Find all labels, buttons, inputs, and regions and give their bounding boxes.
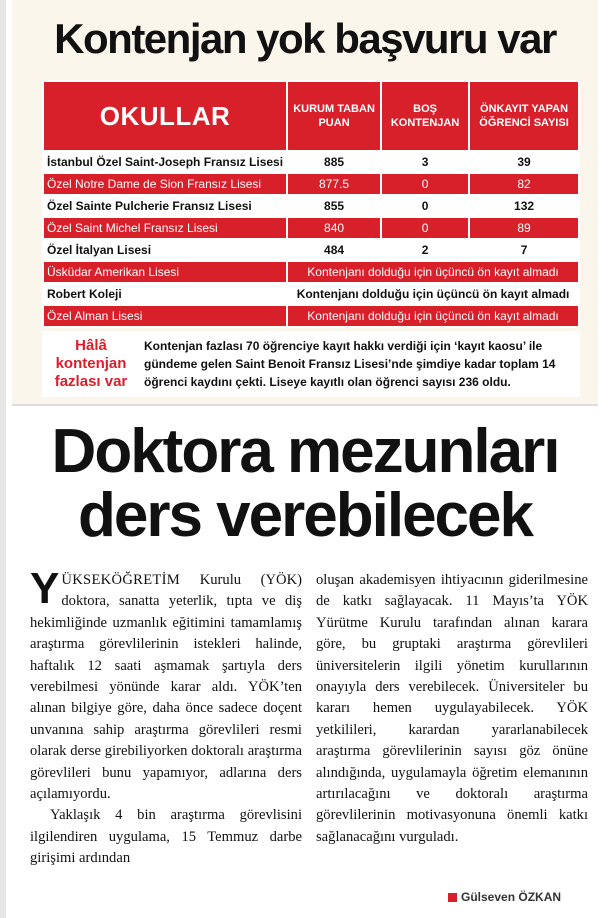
byline-name: Gülseven ÖZKAN xyxy=(461,890,562,904)
hala-label-line2: kontenjan xyxy=(55,355,127,372)
school-name-cell: Özel Sainte Pulcherie Fransız Lisesi xyxy=(43,195,287,217)
school-name-cell: Özel İtalyan Lisesi xyxy=(43,239,287,261)
main-headline-line1: Doktora mezunları xyxy=(51,417,559,486)
score-cell: 877.5 xyxy=(287,173,381,195)
score-cell: 885 xyxy=(287,151,381,173)
lead-caps: ÜKSEKÖĞRETİM xyxy=(61,572,181,588)
hala-label-line1: Hâlâ xyxy=(75,337,107,354)
main-headline-line2: ders verebilecek xyxy=(77,481,532,550)
school-name-cell: Robert Koleji xyxy=(43,283,287,305)
header-prereg: ÖNKAYIT YAPAN ÖĞRENCİ SAYISI xyxy=(469,81,579,151)
score-cell: 855 xyxy=(287,195,381,217)
empty-cell: 0 xyxy=(381,195,469,217)
school-name-cell: Üsküdar Amerikan Lisesi xyxy=(43,261,287,283)
header-schools: OKULLAR xyxy=(43,81,287,151)
empty-cell: 0 xyxy=(381,173,469,195)
table-row xyxy=(43,283,579,305)
table-row xyxy=(43,151,579,173)
school-name-cell: Özel Alman Lisesi xyxy=(43,305,287,327)
table-row xyxy=(43,261,579,283)
main-headline xyxy=(12,417,598,550)
schools-table xyxy=(42,80,580,328)
byline-square-icon xyxy=(448,893,457,902)
empty-cell: 2 xyxy=(381,239,469,261)
section-divider xyxy=(12,404,598,406)
table-header-row xyxy=(43,81,579,151)
status-note-cell: Kontenjanı dolduğu için üçüncü ön kayıt almadı xyxy=(287,261,579,283)
prereg-cell: 132 xyxy=(469,195,579,217)
school-name-cell: Özel Notre Dame de Sion Fransız Lisesi xyxy=(43,173,287,195)
score-cell: 484 xyxy=(287,239,381,261)
hala-box xyxy=(42,331,580,397)
drop-cap: Y xyxy=(30,564,60,613)
table-row xyxy=(43,195,579,217)
left-paragraph-2: Yaklaşık 4 bin araştırma görevlisini ilgilendiren uygulama, 15 Temmuz darbe girişimi ardından xyxy=(30,807,302,867)
hala-label xyxy=(42,331,140,397)
school-name-cell: İstanbul Özel Saint-Joseph Fransız Lisesi xyxy=(43,151,287,173)
header-empty: BOŞ KONTENJAN xyxy=(381,81,469,151)
table-row xyxy=(43,305,579,327)
byline xyxy=(448,890,561,904)
prereg-cell: 7 xyxy=(469,239,579,261)
left-paragraph-1 xyxy=(30,564,302,805)
hala-text: Kontenjan fazlası 70 öğrenciye kayıt hakkı verdiği için ‘kayıt kaosu’ ile gündeme gelen Saint Benoit Fransız Lisesi’nde şimdiye kadar toplam 14 öğrenci kaydını çekti. Liseye kayıtlı olan öğrenci sayısı 236 oldu. xyxy=(144,339,556,389)
table-row xyxy=(43,239,579,261)
prereg-cell: 82 xyxy=(469,173,579,195)
left-paragraph-1-text: Kurulu (YÖK) doktora, sanatta yeterlik, tıpta ve diş hekimliğinde uzmanlık eğitimini tamamlamış araştırma görevlilerinin istekleri halinde, haftalık 12 saati aşmamak şartıyla ders verebilmesi yönünde karar aldı. YÖK’ten alınan bilgiye göre, daha önce sadece doçent unvanına sahip araştırma görevlileri resmi olarak derse girebiliyorken doktoralı araştırma görevlileri bunu yapamıyor, adlarına ders açılamıyordu. xyxy=(30,572,302,803)
article-column-left xyxy=(30,564,302,870)
empty-cell: 3 xyxy=(381,151,469,173)
hala-label-line3: fazlası var xyxy=(54,373,128,390)
page-edge xyxy=(0,0,6,918)
article-column-right xyxy=(316,570,588,848)
status-note-cell: Kontenjanı dolduğu için üçüncü ön kayıt almadı xyxy=(287,283,579,305)
table-row xyxy=(43,217,579,239)
status-note-cell: Kontenjanı dolduğu için üçüncü ön kayıt almadı xyxy=(287,305,579,327)
score-cell: 840 xyxy=(287,217,381,239)
header-score: KURUM TABAN PUAN xyxy=(287,81,381,151)
school-name-cell: Özel Saint Michel Fransız Lisesi xyxy=(43,217,287,239)
empty-cell: 0 xyxy=(381,217,469,239)
prereg-cell: 89 xyxy=(469,217,579,239)
prereg-cell: 39 xyxy=(469,151,579,173)
table-body xyxy=(43,151,579,327)
right-paragraph-1: oluşan akademisyen ihtiyacının giderilmesine de katkı sağlayacak. 11 Mayıs’ta YÖK Yürütme Kurulu tarafından alınan karara göre, bu gruptaki araştırma görevlileri üniversitelerin ilgili yönetim kurullarının onayıyla ders verebilecek. Üniversiteler bu kararı hemen uygulayabilecek. YÖK yetkilileri, karardan yararlanabilecek araştırma görevlilerinin sayısı göz önüne alındığında, uygulamayla öğretim elemanının artırılacağını ve doktoralı araştırma görevlilerinin motivasyonuna önemli katkı sağlanacağını vurguladı. xyxy=(316,572,588,845)
table-row xyxy=(43,173,579,195)
top-headline: Kontenjan yok başvuru var xyxy=(54,15,556,62)
